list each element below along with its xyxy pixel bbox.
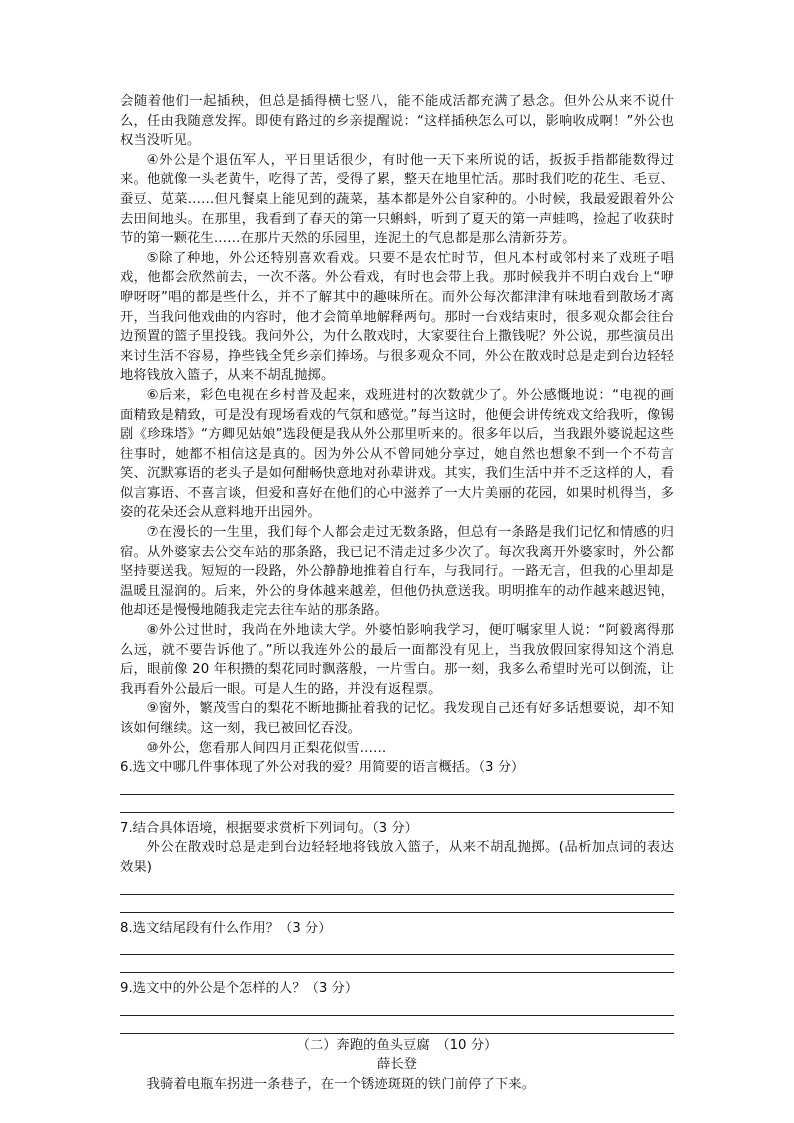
section-2-title: （二）奔跑的鱼头豆腐 （10 分） (296, 1037, 498, 1053)
paragraph-7: ⑦在漫长的一生里，我们每个人都会走过无数条路，但总有一条路是我们记忆和情感的归宿。从外婆家去公交车站的那条路，我已记不清走过多少次了。每次我离开外婆家时，外公都坚持要送我。短短的一段路，外公静静地推着自行车，与我同行。一路无言，但我的心里却是温暖且湿润的。后来，外公的身体越来越差，但他仍执意送我。明明推车的动作越来越迟钝，他却还是慢慢地随我走完去往车站的那条路。 (120, 525, 674, 619)
question-6: 6.选文中哪几件事体现了外公对我的爱？用简要的语言概括。（3 分） (120, 760, 525, 776)
section-2-first-line: 我骑着电瓶车拐进一条巷子，在一个锈迹斑斑的铁门前停了下来。 (146, 1076, 536, 1092)
paragraph-8: ⑧外公过世时，我尚在外地读大学。外婆怕影响我学习，便叮嘱家里人说：“阿毅离得那么远，就不要告诉他了。”所以我连外公的最后一面都没有见上，当我放假回家得知这个消息后，眼前像 20 年积攒的梨花同时飘落般，一片雪白。那一刻，我多么希望时光可以倒流，让我再看外公最后一眼。可是人生的路，并没有返程票。 (120, 623, 674, 697)
paragraph-9: ⑨窗外，繁茂雪白的梨花不断地撕扯着我的记忆。我发现自己还有好多话想要说，却不知该如何继续。这一刻，我已被回忆吞没。 (120, 701, 674, 736)
section-2-author: 薛长登 (377, 1057, 417, 1073)
paragraph-5: ⑤除了种地，外公还特别喜欢看戏。只要不是农忙时节，但凡本村或邻村来了戏班子唱戏，他都会欣然前去，一次不落。外公看戏，有时也会带上我。那时候我并不明白戏台上“咿咿呀呀”唱的都是些什么，并不了解其中的趣味所在。而外公每次都津津有味地看到散场才离开，当我问他戏曲的内容时，他才会简单地解释两句。那时一台戏结束时，很多观众都会往台边预置的篮子里投钱。我问外公，为什么散戏时，大家要往台上撒钱呢？外公说，那些演员出来讨生活不容易，挣些钱全凭乡亲们捧场。与很多观众不同，外公在散戏时总是走到台边轻轻地将钱放入篮子，从来不胡乱抛掷。 (120, 250, 674, 384)
paragraph-4: ④外公是个退伍军人，平日里话很少，有时他一天下来所说的话，扳扳手指都能数得过来。他就像一头老黄牛，吃得了苦，受得了累，整天在地里忙活。那时我们吃的花生、毛豆、蚕豆、苋菜……但凡餐桌上能见到的蔬菜，基本都是外公自家种的。小时候，我最爱跟着外公去田间地头。在那里，我看到了春天的第一只蝌蚪，听到了夏天的第一声蛙鸣，捡起了收获时节的第一颗花生……在那片天然的乐园里，连泥土的气息都是那么清新芬芳。 (120, 152, 674, 247)
paragraph-6: ⑥后来，彩色电视在乡村普及起来，戏班进村的次数就少了。外公感慨地说：“电视的画面精致是精致，可是没有现场看戏的气氛和感觉。”每当这时，他便会讲传统戏文给我听，像锡剧《珍珠塔》“方卿见姑娘”选段便是我从外公那里听来的。很多年以后，当我跟外婆说起这些往事时，她都不相信这是真的。因为外公从不曾同她分享过，她自然也想象不到一个不苟言笑、沉默寡语的老头子是如何酣畅快意地对孙辈讲戏。其实，我们生活中并不乏这样的人，看似言寡语、不喜言谈，但爱和喜好在他们的心中滋养了一大片美丽的花园，如果时机得当，多姿的花朵还会从意料地开出园外。 (120, 387, 674, 521)
paragraph-continued: 会随着他们一起插秧，但总是插得横七竖八，能不能成活都充满了悬念。但外公从来不说什么，任由我随意发挥。即使有路过的乡亲提醒说：“这样插秧怎么可以，影响收成啊！”外公也权当没听见。 (120, 94, 674, 149)
question-8: 8.选文结尾段有什么作用？（3 分） (120, 920, 332, 936)
question-7: 7.结合具体语境，根据要求赏析下列词句。（3 分） (120, 820, 418, 836)
question-7-sentence: 外公在散戏时总是走到台边轻轻地将钱放入篮子，从来不胡乱抛掷。(品析加点词的表达效果) (120, 840, 674, 875)
question-9: 9.选文中的外公是个怎样的人？（3 分） (120, 981, 359, 997)
paragraph-10: ⑩外公，您看那人间四月正梨花似雪…… (146, 740, 387, 756)
document-page (120, 92, 674, 1095)
